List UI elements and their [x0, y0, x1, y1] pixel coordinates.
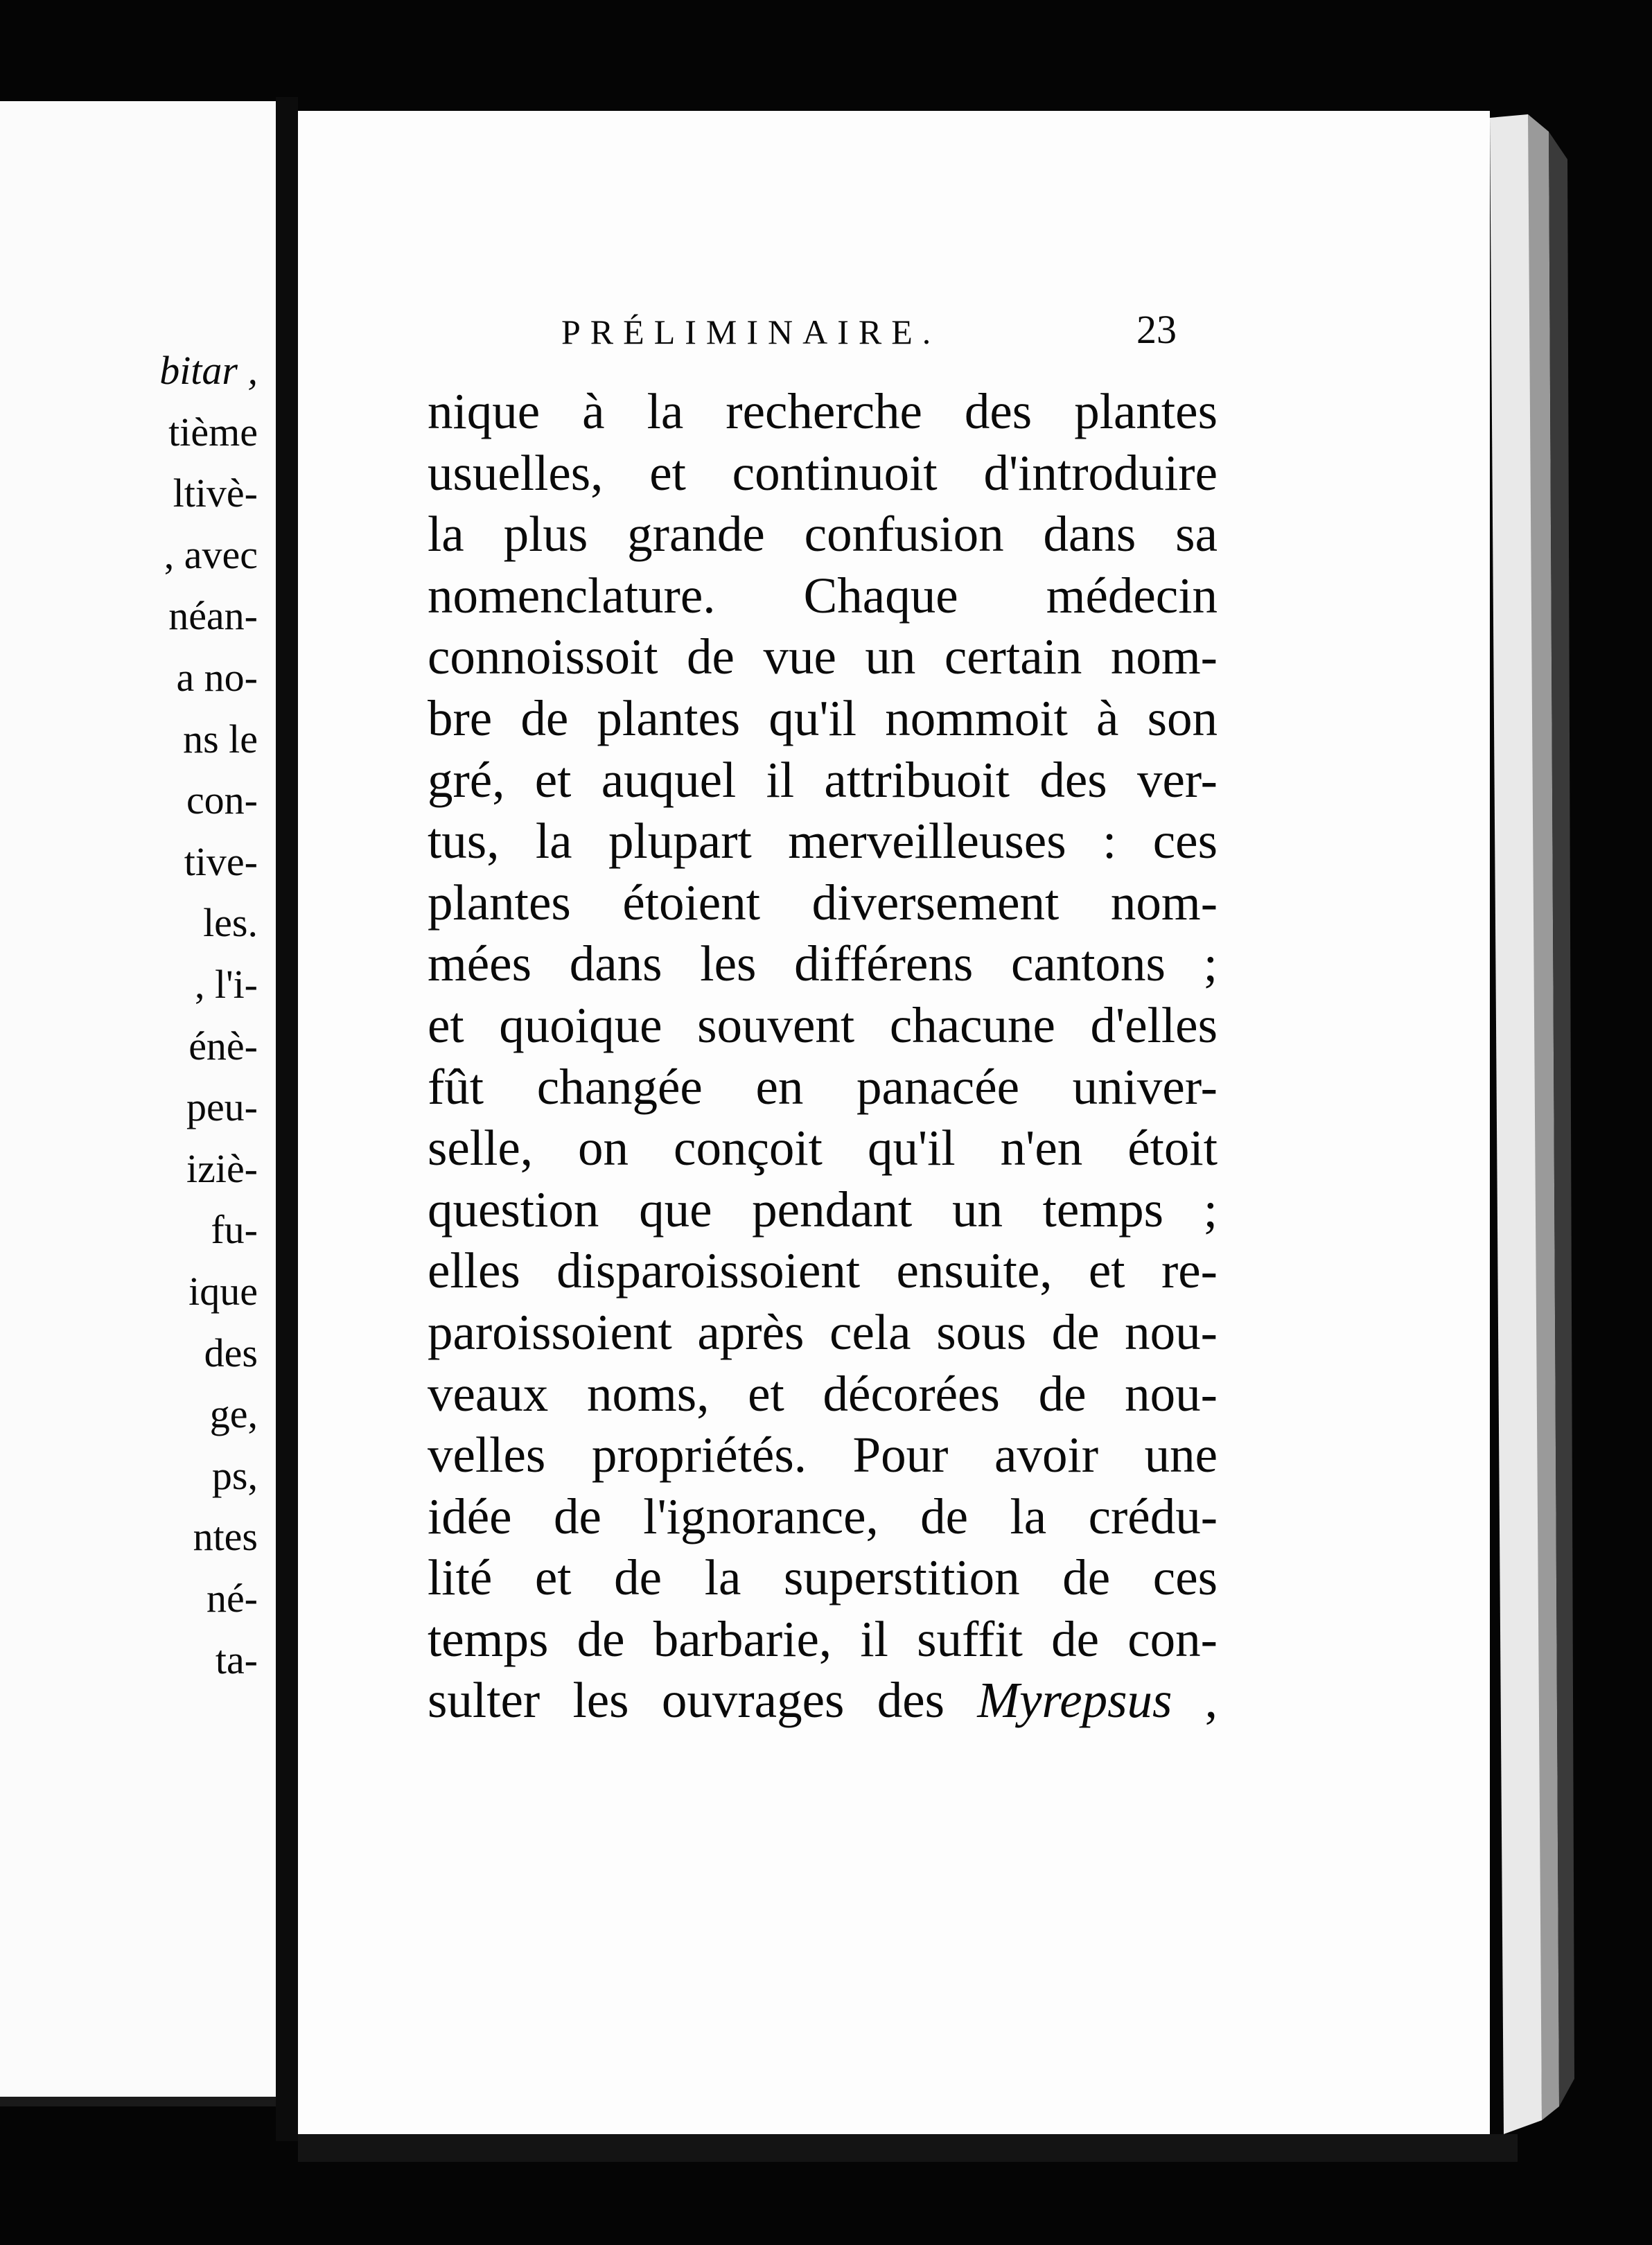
left-text-line: les.	[203, 900, 258, 946]
text-line: temps de barbarie, il suffit de con-	[428, 1610, 1218, 1667]
left-text-line: ta-	[215, 1637, 258, 1682]
text-line: veaux noms, et décorées de nou-	[428, 1365, 1218, 1422]
text-line: elles disparoissoient ensuite, et re-	[428, 1242, 1218, 1299]
left-text-line: tième	[168, 409, 258, 455]
text-line: connoissoit de vue un certain nom-	[428, 628, 1218, 685]
running-head: PRÉLIMINAIRE.	[561, 312, 941, 351]
text-line: question que pendant un temps ;	[428, 1181, 1218, 1238]
text-line: bre de plantes qu'il nommoit à son	[428, 689, 1218, 746]
left-text-line: a no-	[176, 655, 258, 700]
left-text-line: ique	[188, 1269, 258, 1314]
left-text-line: tive-	[184, 838, 258, 884]
page-number: 23	[1136, 307, 1177, 352]
text-line: lité et de la superstition de ces	[428, 1549, 1218, 1606]
left-text-line: , l'i-	[195, 962, 258, 1007]
text-line: nomenclature. Chaque médecin	[428, 567, 1218, 624]
text-line: mées dans les différens cantons ;	[428, 935, 1218, 992]
right-page	[298, 111, 1490, 2134]
left-text-line: con-	[186, 777, 258, 823]
left-text-line: ge,	[209, 1391, 258, 1437]
text-line: tus, la plupart merveilleuses : ces	[428, 813, 1218, 870]
left-text-line: , avec	[164, 531, 258, 577]
left-text-line: énè-	[188, 1023, 258, 1068]
text-line: usuelles, et continuoit d'introduire	[428, 444, 1218, 501]
text-line: plantes étoient diversement nom-	[428, 874, 1218, 931]
last-line-italic-name: Myrepsus	[977, 1672, 1172, 1729]
text-line: selle, on conçoit qu'il n'en étoit	[428, 1120, 1218, 1177]
left-text-line: iziè-	[186, 1145, 258, 1191]
left-text-line: ntes	[193, 1514, 258, 1560]
body-text	[428, 381, 1218, 1732]
text-line: idée de l'ignorance, de la crédu-	[428, 1488, 1218, 1544]
text-line: gré, et auquel il attribuoit des ver-	[428, 751, 1218, 808]
left-text-line: peu-	[186, 1084, 258, 1130]
text-line: paroissoient après cela sous de nou-	[428, 1303, 1218, 1360]
left-text-line: ltivè-	[173, 470, 258, 516]
text-line: fût changée en panacée univer-	[428, 1058, 1218, 1115]
text-line-last	[428, 1670, 1218, 1732]
left-text-line: néan-	[168, 593, 258, 639]
left-page-fragment	[0, 101, 276, 2097]
text-line: nique à la recherche des plantes	[428, 383, 1218, 439]
left-text-line: des	[204, 1330, 258, 1375]
left-text-line: bitar ,	[159, 348, 258, 393]
last-line-prefix: sulter les ouvrages des	[428, 1672, 945, 1729]
left-text-line: né-	[206, 1576, 258, 1621]
left-text-line: fu-	[211, 1207, 258, 1253]
text-line: la plus grande confusion dans sa	[428, 506, 1218, 563]
left-text-line: ns le	[183, 716, 258, 761]
text-line: et quoique souvent chacune d'elles	[428, 996, 1218, 1053]
last-line-suffix: ,	[1204, 1672, 1218, 1729]
left-text-line: ps,	[211, 1452, 258, 1498]
text-line: velles propriétés. Pour avoir une	[428, 1427, 1218, 1484]
